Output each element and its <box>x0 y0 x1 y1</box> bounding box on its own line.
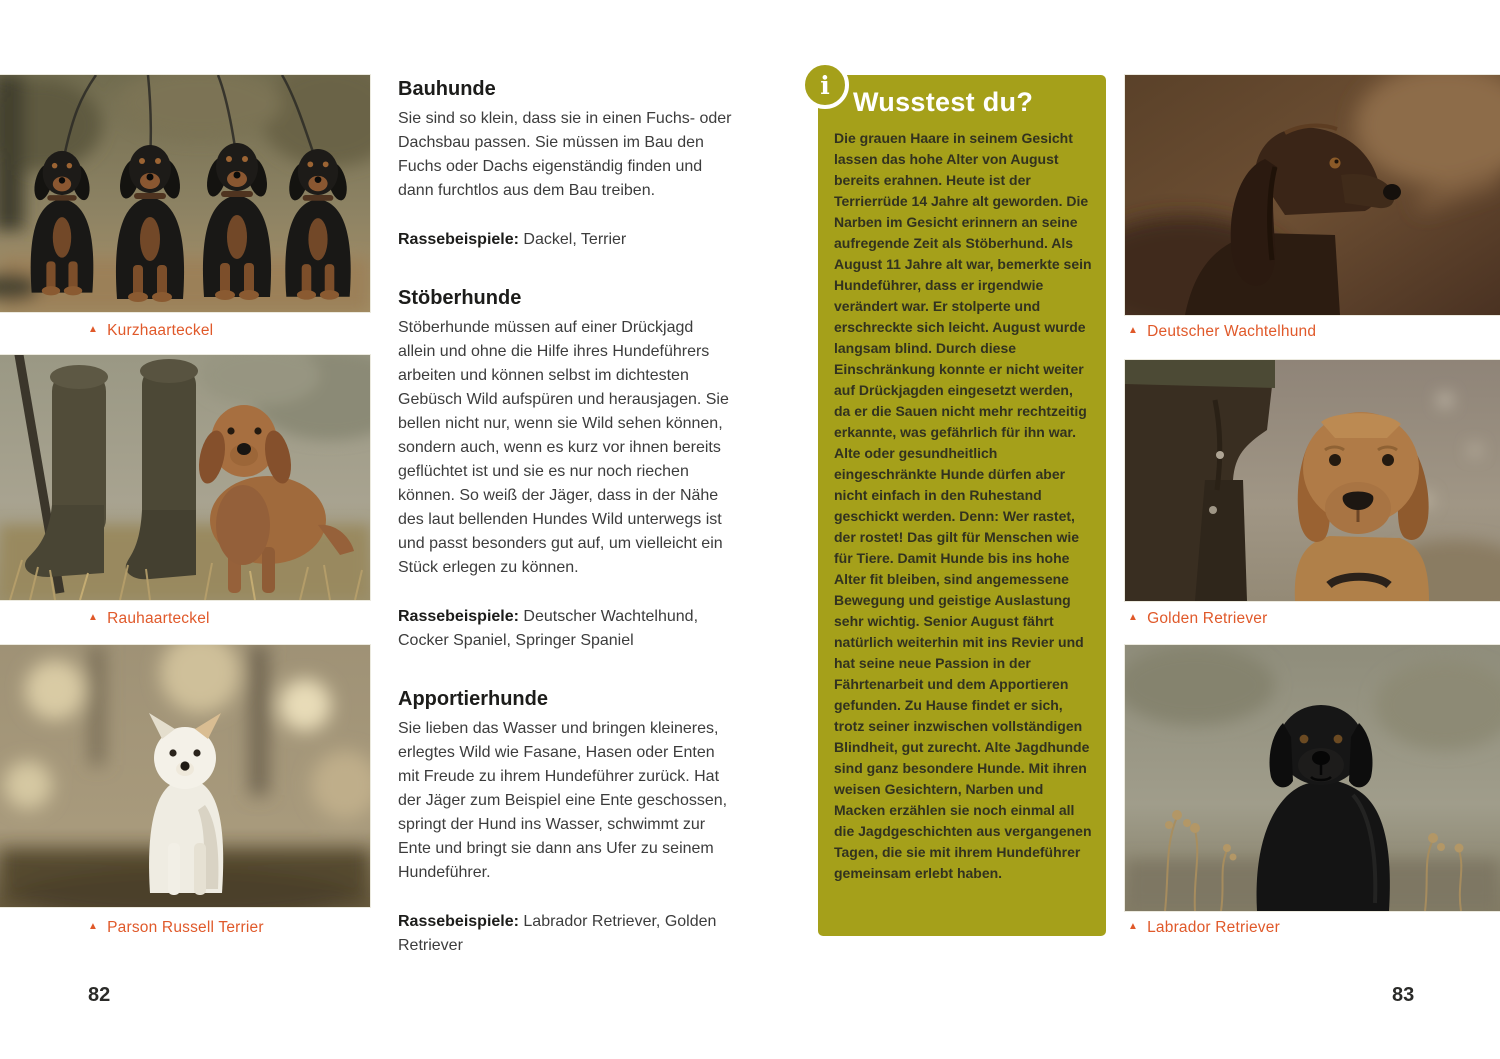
triangle-up-icon: ▲ <box>88 921 99 932</box>
page-number-right: 83 <box>1392 984 1415 1006</box>
section-body: Sie sind so klein, dass sie in einen Fuchs- oder Dachsbau passen. Sie müssen im Bau den Fuchs oder Dachs eigenständig finden und dann furchtlos aus dem Bau treiben. <box>398 110 732 199</box>
infobox-body: Die grauen Haare in seinem Gesicht lassen das hohe Alter von August bereits erahnen. Heute ist der Terrierrüde 14 Jahre alt geworden. Die Narben im Gesicht erinnern an seine aufregende Zeit als Stöberhund. Als August 11 Jahre alt war, bemerkte sein Hundeführer, dass er irgendwie verändert war. Er stolperte und erschreckte sich leicht. August wurde langsam blind. Durch diese Einschränkung konnte er nicht weiter auf Drückjagden eingesetzt werden, da er die Sauen nicht mehr rechtzeitig erkannte, was gefährlich für ihn war. Alte oder gesundheitlich eingeschränkte Hunde dürfen aber nicht einfach in den Ruhestand geschickt werden. Denn: Wer rastet, der rostet! Das gilt für Menschen wie für Tiere. Damit Hunde bis ins hohe Alter fit bleiben, sind angemessene Bewegung und geistige Auslastung sehr wichtig. Senior August fährt natürlich weiterhin mit ins Revier und hat seine neue Passion in der Fährtenarbeit und dem Apportieren gefunden. Zu Hause findet er sich, trotz seiner inzwischen vollständigen Blindheit, gut zurecht. Alte Jagdhunde sind ganz besondere Hunde. Mit ihren weisen Gesichtern, Narben und Macken erzählen sie noch einmal all die Jagdgeschichten aus vergangenen Tagen, die sie mit ihrem Hundeführer gemeinsam erlebt haben. <box>834 130 1092 881</box>
caption-labrador-retriever <box>1128 919 1280 937</box>
caption-golden-retriever <box>1128 610 1267 628</box>
photo-kurzhaarteckel <box>0 75 370 312</box>
triangle-up-icon: ▲ <box>1128 325 1139 336</box>
deutscher-wachtelhund-illustration <box>1125 75 1500 315</box>
caption-text: Labrador Retriever <box>1147 919 1280 936</box>
section-heading-bauhunde: Bauhunde <box>398 78 496 100</box>
examples-label: Rassebeispiele: <box>398 231 519 248</box>
examples-value: Dackel, Terrier <box>523 231 627 248</box>
examples-value: Deutscher Wachtelhund, Cocker Spaniel, Springer Spaniel <box>398 608 699 649</box>
infobox-wusstest-du <box>818 70 1106 936</box>
section-body: Sie lieben das Wasser und bringen kleineres, erlegtes Wild wie Fasane, Hasen oder Enten mit Freude zu ihrem Hundeführer zurück. Hat der Jäger zum Beispiel eine Ente geschossen, springt der Hund ins Wasser, schwimmt zur Ente und bringt sie dann ans Ufer zu seinem Hundeführer. <box>398 720 728 881</box>
golden-retriever-illustration <box>1125 360 1500 601</box>
section-body: Stöberhunde müssen auf einer Drückjagd allein und ohne die Hilfe ihres Hundeführers arbeiten und können selbst im dichtesten Gebüsch Wild aufspüren und herausjagen. Sie bellen nicht nur, wenn sie Wild sehen können, sondern auch, wenn es kurz vor ihnen bereits geflüchtet ist und sie es nur noch riechen können. So weiß der Jäger, dass in der Nähe des laut bellenden Hundes Wild unterwegs ist und passt besonders gut auf, um vielleicht ein Stück erlegen zu können. <box>398 319 729 576</box>
examples-label: Rassebeispiele: <box>398 913 519 930</box>
triangle-up-icon: ▲ <box>1128 921 1139 932</box>
caption-deutscher-wachtelhund <box>1128 323 1316 341</box>
triangle-up-icon: ▲ <box>88 324 99 335</box>
page-number-left: 82 <box>88 984 111 1006</box>
section-heading-apportierhunde: Apportierhunde <box>398 688 548 710</box>
infobox-title: Wusstest du? <box>853 87 1034 117</box>
photo-deutscher-wachtelhund <box>1125 75 1500 315</box>
parson-russell-terrier-illustration <box>0 645 370 907</box>
info-icon-glyph: i <box>820 70 830 100</box>
caption-rauhaarteckel <box>88 610 210 628</box>
section-heading-stoeberhunde: Stöberhunde <box>398 287 522 309</box>
triangle-up-icon: ▲ <box>88 612 99 623</box>
photo-parson-russell-terrier <box>0 645 370 907</box>
caption-parson-russell-terrier <box>88 919 264 937</box>
triangle-up-icon: ▲ <box>1128 612 1139 623</box>
caption-text: Kurzhaarteckel <box>107 322 214 339</box>
article-column <box>398 76 732 991</box>
section-examples <box>398 228 732 252</box>
photo-golden-retriever <box>1125 360 1500 601</box>
caption-text: Rauhaarteckel <box>107 610 210 627</box>
kurzhaarteckel-illustration <box>0 75 370 312</box>
section-examples <box>398 605 732 653</box>
caption-text: Deutscher Wachtelhund <box>1147 323 1317 340</box>
examples-value: Labrador Retriever, Golden Retriever <box>398 913 717 954</box>
section-examples <box>398 910 732 958</box>
photo-labrador-retriever <box>1125 645 1500 911</box>
labrador-retriever-illustration <box>1125 645 1500 911</box>
info-icon <box>801 61 849 109</box>
photo-rauhaarteckel <box>0 355 370 600</box>
caption-kurzhaarteckel <box>88 322 213 340</box>
caption-text: Golden Retriever <box>1147 610 1268 627</box>
caption-text: Parson Russell Terrier <box>107 919 264 936</box>
rauhaarteckel-illustration <box>0 355 370 600</box>
examples-label: Rassebeispiele: <box>398 608 519 625</box>
